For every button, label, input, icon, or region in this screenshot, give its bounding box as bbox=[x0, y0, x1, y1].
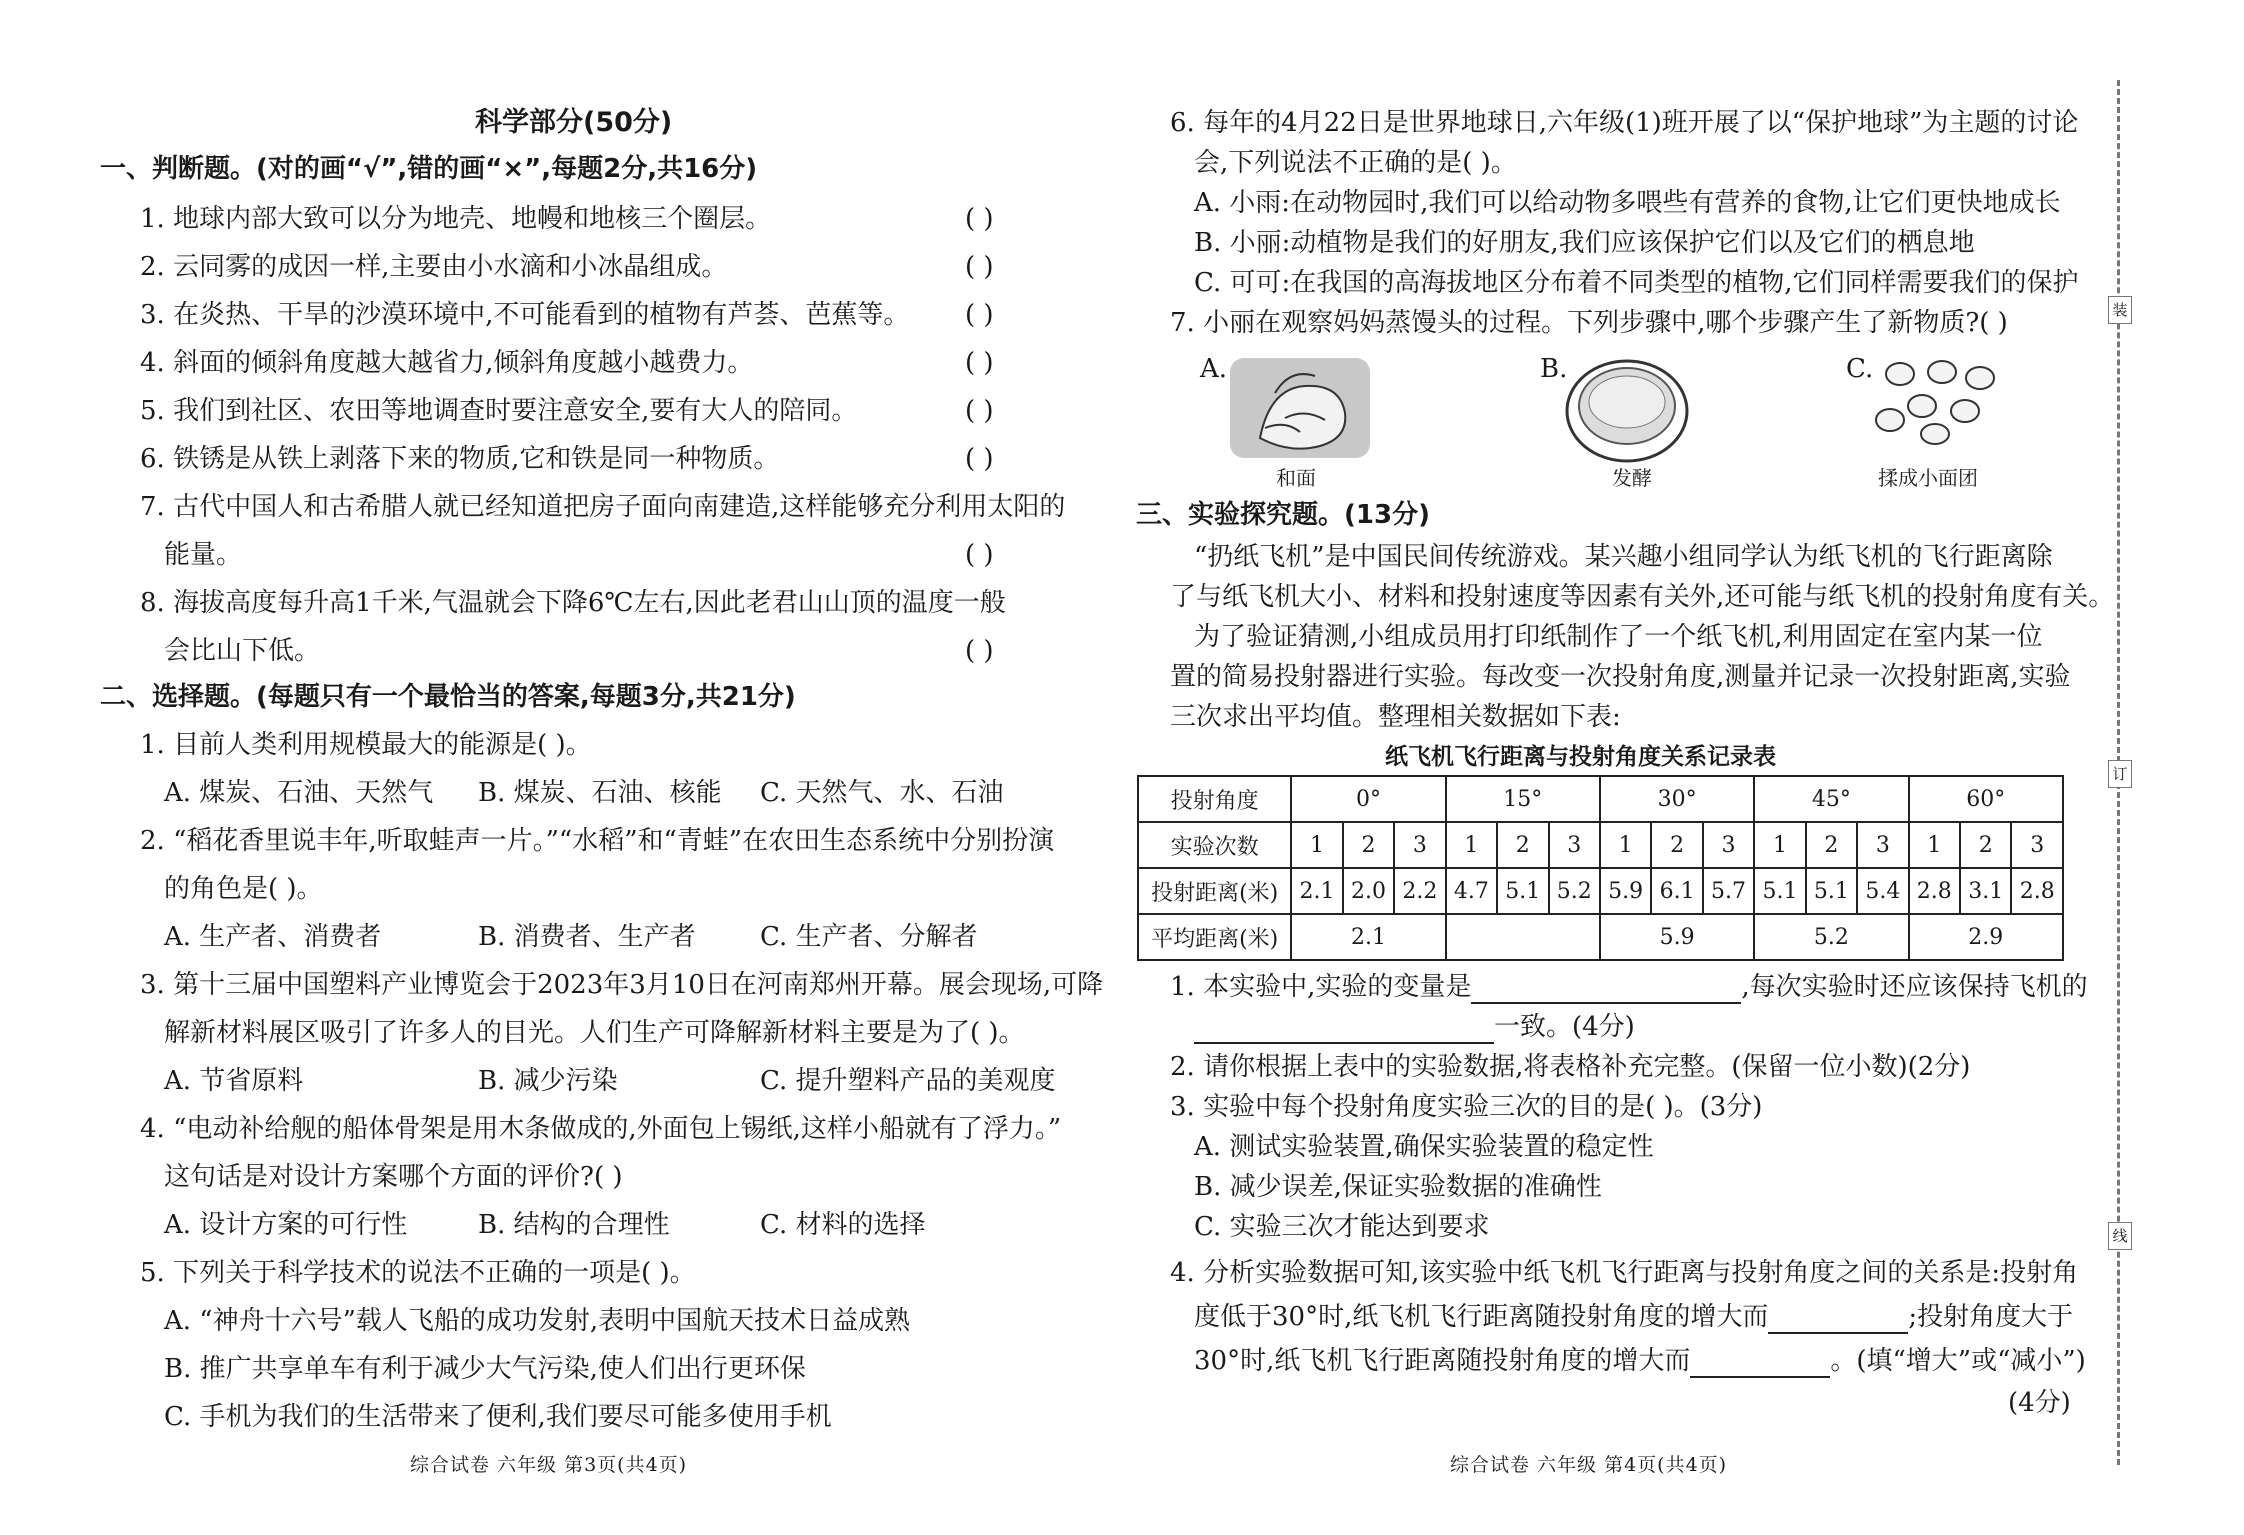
choice-q2-option-a[interactable]: A. 生产者、消费者 bbox=[164, 922, 382, 952]
choice-q4-option-a[interactable]: A. 设计方案的可行性 bbox=[164, 1210, 408, 1240]
angle-header: 45° bbox=[1754, 776, 1908, 822]
section3-para1-line1: “扔纸飞机”是中国民间传统游戏。某兴趣小组同学认为纸飞机的飞行距离除 bbox=[1194, 542, 2053, 572]
answer-blank[interactable] bbox=[1194, 1016, 1494, 1044]
trial-cell: 3 bbox=[1549, 822, 1600, 868]
row-label: 投射距离(米) bbox=[1138, 868, 1291, 914]
section2-heading: 二、选择题。(每题只有一个最恰当的答案,每题3分,共21分) bbox=[100, 682, 796, 712]
distance-cell: 5.2 bbox=[1549, 868, 1600, 914]
judge-item-2: 2. 云同雾的成因一样,主要由小水滴和小冰晶组成。 bbox=[140, 252, 728, 282]
exp-q4-line2 bbox=[1194, 1300, 2073, 1334]
answer-paren[interactable]: ( ) bbox=[965, 348, 994, 378]
answer-paren[interactable]: ( ) bbox=[965, 636, 994, 666]
exp-q4-text-a: 度低于30°时,纸飞机飞行距离随投射角度的增大而 bbox=[1194, 1302, 1769, 1332]
q7-option-a-caption: 和面 bbox=[1276, 466, 1316, 490]
binding-label: 订 bbox=[2108, 760, 2132, 788]
exp-q1-text-c: 一致。(4分) bbox=[1494, 1012, 1635, 1042]
kneading-dough-image bbox=[1230, 358, 1370, 458]
q7-option-a-letter[interactable]: A. bbox=[1200, 354, 1228, 384]
q7-option-b-letter[interactable]: B. bbox=[1540, 354, 1568, 384]
angle-header: 15° bbox=[1446, 776, 1600, 822]
q7-option-c-caption: 揉成小面团 bbox=[1878, 466, 1978, 490]
distance-cell: 6.1 bbox=[1651, 868, 1702, 914]
judge-item-8-cont: 会比山下低。 bbox=[164, 636, 321, 666]
q7-option-c-letter[interactable]: C. bbox=[1846, 354, 1874, 384]
choice-q2-option-c[interactable]: C. 生产者、分解者 bbox=[760, 922, 978, 952]
distance-cell: 2.8 bbox=[1909, 868, 1960, 914]
choice-q3-option-c[interactable]: C. 提升塑料产品的美观度 bbox=[760, 1066, 1056, 1096]
trial-cell: 2 bbox=[1651, 822, 1702, 868]
choice-q1-option-c[interactable]: C. 天然气、水、石油 bbox=[760, 778, 1004, 808]
choice-q6-cont: 会,下列说法不正确的是( )。 bbox=[1194, 148, 1517, 178]
page-footer: 综合试卷 六年级 第3页(共4页) bbox=[410, 1454, 688, 1476]
choice-q5-option-a[interactable]: A. “神舟十六号”载人飞船的成功发射,表明中国航天技术日益成熟 bbox=[164, 1306, 911, 1336]
trial-cell: 3 bbox=[2011, 822, 2063, 868]
trial-cell: 3 bbox=[1394, 822, 1445, 868]
fermenting-bowl-image bbox=[1562, 356, 1692, 466]
section3-para2-line2: 置的简易投射器进行实验。每改变一次投射角度,测量并记录一次投射距离,实验 bbox=[1170, 662, 2071, 692]
distance-cell: 2.2 bbox=[1394, 868, 1445, 914]
answer-paren[interactable]: ( ) bbox=[965, 540, 994, 570]
answer-blank[interactable] bbox=[1768, 1306, 1908, 1334]
page-footer: 综合试卷 六年级 第4页(共4页) bbox=[1450, 1454, 1728, 1476]
angle-header: 0° bbox=[1291, 776, 1445, 822]
choice-q3-cont: 解新材料展区吸引了许多人的目光。人们生产可降解新材料主要是为了( )。 bbox=[164, 1018, 1025, 1048]
choice-q1-option-b[interactable]: B. 煤炭、石油、核能 bbox=[478, 778, 722, 808]
distance-cell: 5.9 bbox=[1600, 868, 1651, 914]
binding-label: 装 bbox=[2108, 296, 2132, 324]
table-row bbox=[1138, 776, 2063, 822]
section3-para1-line2: 了与纸飞机大小、材料和投射速度等因素有关外,还可能与纸飞机的投射角度有关。 bbox=[1170, 582, 2115, 612]
choice-q7: 7. 小丽在观察妈妈蒸馒头的过程。下列步骤中,哪个步骤产生了新物质?( ) bbox=[1170, 308, 2008, 338]
distance-cell: 2.8 bbox=[2011, 868, 2063, 914]
answer-paren[interactable]: ( ) bbox=[965, 300, 994, 330]
section3-heading: 三、实验探究题。(13分) bbox=[1136, 500, 1430, 530]
small-dough-balls-image bbox=[1870, 356, 2010, 446]
choice-q6: 6. 每年的4月22日是世界地球日,六年级(1)班开展了以“保护地球”为主题的讨论 bbox=[1170, 108, 2079, 138]
answer-paren[interactable]: ( ) bbox=[965, 252, 994, 282]
exp-q3: 3. 实验中每个投射角度实验三次的目的是( )。(3分) bbox=[1170, 1092, 1763, 1122]
choice-q2-cont: 的角色是( )。 bbox=[164, 874, 323, 904]
choice-q6-option-c[interactable]: C. 可可:在我国的高海拔地区分布着不同类型的植物,它们同样需要我们的保护 bbox=[1194, 268, 2079, 298]
section3-para2-line3: 三次求出平均值。整理相关数据如下表: bbox=[1170, 702, 1621, 732]
section1-heading: 一、判断题。(对的画“√”,错的画“×”,每题2分,共16分) bbox=[100, 154, 758, 184]
choice-q5: 5. 下列关于科学技术的说法不正确的一项是( )。 bbox=[140, 1258, 696, 1288]
judge-item-3: 3. 在炎热、干旱的沙漠环境中,不可能看到的植物有芦荟、芭蕉等。 bbox=[140, 300, 910, 330]
distance-cell: 3.1 bbox=[1960, 868, 2011, 914]
choice-q2-option-b[interactable]: B. 消费者、生产者 bbox=[478, 922, 696, 952]
trial-cell: 3 bbox=[1703, 822, 1754, 868]
distance-cell: 2.1 bbox=[1291, 868, 1342, 914]
row-label: 平均距离(米) bbox=[1138, 914, 1291, 960]
distance-cell: 2.0 bbox=[1343, 868, 1394, 914]
distance-cell: 4.7 bbox=[1446, 868, 1497, 914]
section3-para2-line1: 为了验证猜测,小组成员用打印纸制作了一个纸飞机,利用固定在室内某一位 bbox=[1194, 622, 2043, 652]
row-label: 实验次数 bbox=[1138, 822, 1291, 868]
exp-q3-option-b[interactable]: B. 减少误差,保证实验数据的准确性 bbox=[1194, 1172, 1602, 1202]
q7-option-b-caption: 发酵 bbox=[1612, 466, 1652, 490]
binding-label: 线 bbox=[2108, 1222, 2132, 1250]
exp-q4-text-b: ;投射角度大于 bbox=[1908, 1302, 2074, 1332]
exp-q3-option-a[interactable]: A. 测试实验装置,确保实验装置的稳定性 bbox=[1194, 1132, 1654, 1162]
distance-cell: 5.1 bbox=[1497, 868, 1548, 914]
trial-cell: 2 bbox=[1497, 822, 1548, 868]
answer-paren[interactable]: ( ) bbox=[965, 444, 994, 474]
table-row bbox=[1138, 822, 2063, 868]
trial-cell: 1 bbox=[1754, 822, 1805, 868]
choice-q4-option-c[interactable]: C. 材料的选择 bbox=[760, 1210, 926, 1240]
average-cell: 5.2 bbox=[1754, 914, 1908, 960]
trial-cell: 1 bbox=[1291, 822, 1342, 868]
answer-paren[interactable]: ( ) bbox=[965, 396, 994, 426]
exp-q4-score: (4分) bbox=[2008, 1388, 2071, 1418]
choice-q2: 2. “稻花香里说丰年,听取蛙声一片。”“水稻”和“青蛙”在农田生态系统中分别扮演 bbox=[140, 826, 1055, 856]
judge-item-8: 8. 海拔高度每升高1千米,气温就会下降6℃左右,因此老君山山顶的温度一般 bbox=[140, 588, 1006, 618]
data-table bbox=[1137, 775, 2064, 961]
trial-cell: 1 bbox=[1600, 822, 1651, 868]
exp-q1-text-a: 1. 本实验中,实验的变量是 bbox=[1170, 972, 1472, 1002]
choice-q4: 4. “电动补给舰的船体骨架是用木条做成的,外面包上锡纸,这样小船就有了浮力。” bbox=[140, 1114, 1062, 1144]
distance-cell: 5.1 bbox=[1754, 868, 1805, 914]
judge-item-7-cont: 能量。 bbox=[164, 540, 243, 570]
left-page bbox=[0, 0, 1104, 1535]
exp-q1-text-b: ,每次实验时还应该保持飞机的 bbox=[1741, 972, 2088, 1002]
average-cell-blank[interactable] bbox=[1446, 914, 1600, 960]
choice-q1-option-a[interactable]: A. 煤炭、石油、天然气 bbox=[164, 778, 434, 808]
exp-q4-text-d: 。(填“增大”或“减小”) bbox=[1830, 1346, 2086, 1376]
choice-q3: 3. 第十三届中国塑料产业博览会于2023年3月10日在河南郑州开幕。展会现场,可降 bbox=[140, 970, 1104, 1000]
judge-item-7: 7. 古代中国人和古希腊人就已经知道把房子面向南建造,这样能够充分利用太阳的 bbox=[140, 492, 1066, 522]
distance-cell: 5.7 bbox=[1703, 868, 1754, 914]
answer-blank[interactable] bbox=[1690, 1350, 1830, 1378]
trial-cell: 1 bbox=[1909, 822, 1960, 868]
choice-q5-option-b[interactable]: B. 推广共享单车有利于减少大气污染,使人们出行更环保 bbox=[164, 1354, 806, 1384]
average-cell: 2.1 bbox=[1291, 914, 1445, 960]
right-page bbox=[1100, 0, 2244, 1535]
trial-cell: 2 bbox=[1343, 822, 1394, 868]
science-section-title: 科学部分(50分) bbox=[475, 107, 673, 138]
trial-cell: 3 bbox=[1857, 822, 1908, 868]
exp-q3-option-c[interactable]: C. 实验三次才能达到要求 bbox=[1194, 1212, 1490, 1242]
judge-item-5: 5. 我们到社区、农田等地调查时要注意安全,要有大人的陪同。 bbox=[140, 396, 858, 426]
table-title: 纸飞机飞行距离与投射角度关系记录表 bbox=[1385, 744, 1776, 770]
trial-cell: 2 bbox=[1960, 822, 2011, 868]
judge-item-6: 6. 铁锈是从铁上剥落下来的物质,它和铁是同一种物质。 bbox=[140, 444, 780, 474]
table-row bbox=[1138, 868, 2063, 914]
trial-cell: 1 bbox=[1446, 822, 1497, 868]
exp-q4-line3 bbox=[1194, 1344, 2086, 1378]
angle-header: 60° bbox=[1909, 776, 2063, 822]
exp-q4-text-c: 30°时,纸飞机飞行距离随投射角度的增大而 bbox=[1194, 1346, 1691, 1376]
exp-q4: 4. 分析实验数据可知,该实验中纸飞机飞行距离与投射角度之间的关系是:投射角 bbox=[1170, 1258, 2079, 1288]
average-cell: 2.9 bbox=[1909, 914, 2063, 960]
choice-q6-option-a[interactable]: A. 小雨:在动物园时,我们可以给动物多喂些有营养的食物,让它们更快地成长 bbox=[1194, 188, 2061, 218]
choice-q1: 1. 目前人类利用规模最大的能源是( )。 bbox=[140, 730, 592, 760]
exp-q2: 2. 请你根据上表中的实验数据,将表格补充完整。(保留一位小数)(2分) bbox=[1170, 1052, 1971, 1082]
judge-item-1: 1. 地球内部大致可以分为地壳、地幔和地核三个圈层。 bbox=[140, 204, 772, 234]
answer-paren[interactable]: ( ) bbox=[965, 204, 994, 234]
choice-q6-option-b[interactable]: B. 小丽:动植物是我们的好朋友,我们应该保护它们以及它们的栖息地 bbox=[1194, 228, 1975, 258]
choice-q3-option-b[interactable]: B. 减少污染 bbox=[478, 1066, 618, 1096]
choice-q4-option-b[interactable]: B. 结构的合理性 bbox=[478, 1210, 670, 1240]
choice-q5-option-c[interactable]: C. 手机为我们的生活带来了便利,我们要尽可能多使用手机 bbox=[164, 1402, 832, 1432]
exp-q1-cont bbox=[1194, 1010, 1635, 1044]
exp-q1 bbox=[1170, 970, 2088, 1004]
answer-blank[interactable] bbox=[1471, 976, 1741, 1004]
average-cell: 5.9 bbox=[1600, 914, 1754, 960]
distance-cell: 5.4 bbox=[1857, 868, 1908, 914]
angle-header: 30° bbox=[1600, 776, 1754, 822]
choice-q3-option-a[interactable]: A. 节省原料 bbox=[164, 1066, 304, 1096]
choice-q4-cont: 这句话是对设计方案哪个方面的评价?( ) bbox=[164, 1162, 623, 1192]
distance-cell: 5.1 bbox=[1806, 868, 1857, 914]
judge-item-4: 4. 斜面的倾斜角度越大越省力,倾斜角度越小越费力。 bbox=[140, 348, 754, 378]
trial-cell: 2 bbox=[1806, 822, 1857, 868]
table-row bbox=[1138, 914, 2063, 960]
row-label: 投射角度 bbox=[1138, 776, 1291, 822]
